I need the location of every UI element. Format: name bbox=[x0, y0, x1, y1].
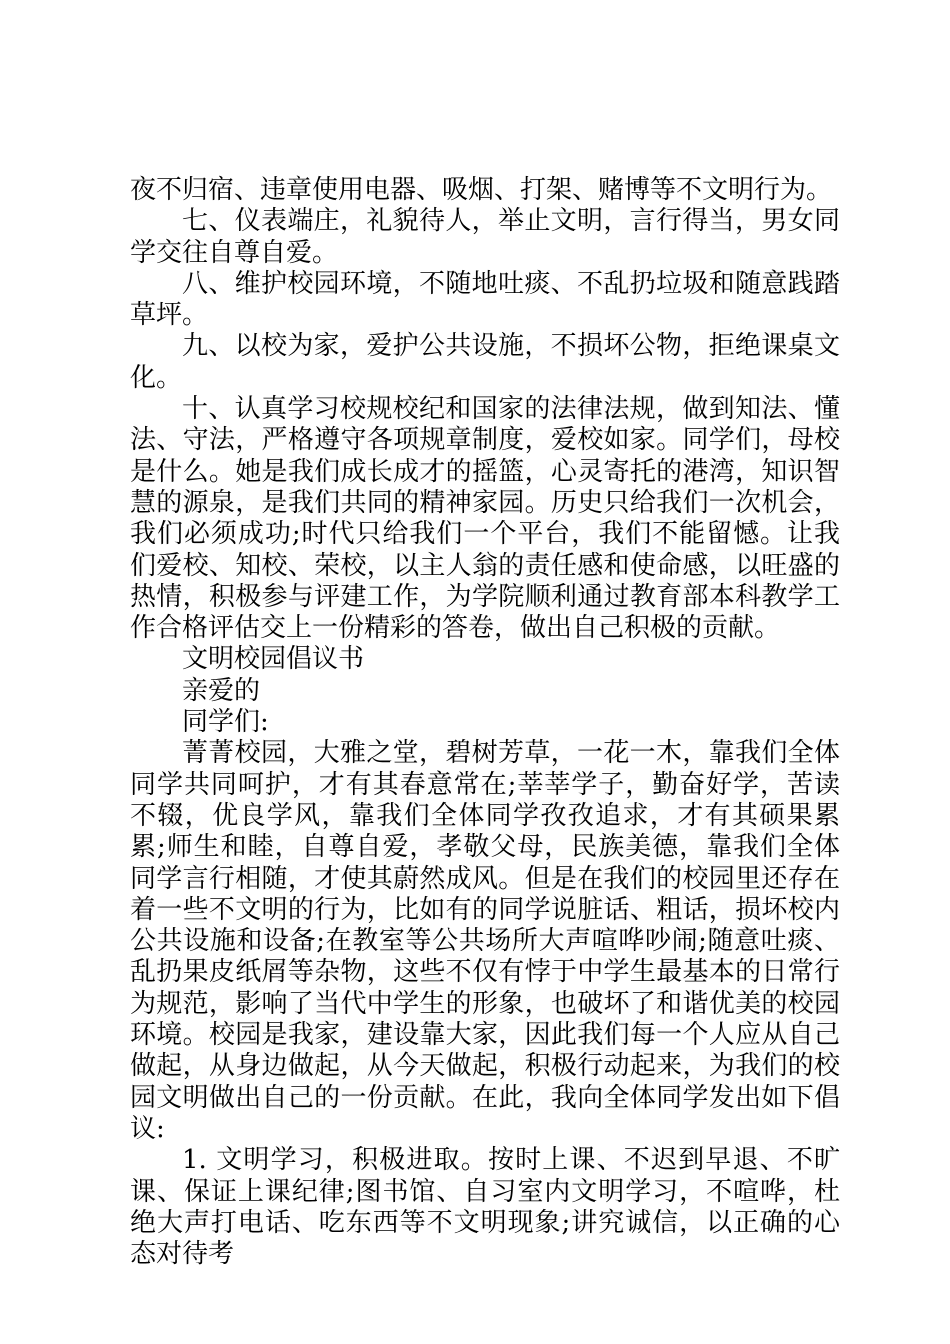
salutation-line-1: 亲爱的 bbox=[182, 675, 261, 706]
proposal-title: 文明校园倡议书 bbox=[182, 644, 365, 675]
paragraph-rule-10: 十、认真学习校规校纪和国家的法律法规，做到知法、懂法、守法，严格遵守各项规章制度，爱校如家。同学们，母校是什么。她是我们成长成才的摇篮，心灵寄托的港湾，知识智慧的源泉，是我们共同的精神家园。历史只给我们一次机会，我们必须成功;时代只给我们一个平台，我们不能留憾。让我们爱校、知校、荣校，以主人翁的责任感和使命感，以旺盛的热情，积极参与评建工作，为学院顺利通过教育部本科教学工作合格评估交上一份精彩的答卷，做出自己积极的贡献。 bbox=[130, 394, 840, 644]
paragraph-rule-7: 七、仪表端庄，礼貌待人，举止文明，言行得当，男女同学交往自尊自爱。 bbox=[130, 206, 840, 268]
paragraph-rule-8: 八、维护校园环境，不随地吐痰、不乱扔垃圾和随意践踏草坪。 bbox=[130, 268, 840, 331]
salutation-line-2: 同学们: bbox=[182, 707, 269, 738]
paragraph-item-1: 1. 文明学习，积极进取。按时上课、不迟到早退、不旷课、保证上课纪律;图书馆、自习室内文明学习，不喧哗，杜绝大声打电话、吃东西等不文明现象;讲究诚信，以正确的心态对待考 bbox=[130, 1145, 840, 1270]
document-body bbox=[130, 175, 840, 1270]
paragraph-rule-9: 九、以校为家，爱护公共设施，不损坏公物，拒绝课桌文化。 bbox=[130, 331, 840, 393]
paragraph-intro: 菁菁校园，大雅之堂，碧树芳草，一花一木，靠我们全体同学共同呵护，才有其春意常在;莘莘学子，勤奋好学，苦读不辍，优良学风，靠我们全体同学孜孜追求，才有其硕果累累;师生和睦，自尊自爱，孝敬父母，民族美德，靠我们全体同学言行相随，才使其蔚然成风。但是在我们的校园里还存在着一些不文明的行为，比如有的同学说脏话、粗话，损坏校内公共设施和设备;在教室等公共场所大声喧哗吵闹;随意吐痰、乱扔果皮纸屑等杂物，这些不仅有悖于中学生最基本的日常行为规范，影响了当代中学生的形象，也破坏了和谐优美的校园环境。校园是我家，建设靠大家，因此我们每一个人应从自己做起，从身边做起，从今天做起，积极行动起来，为我们的校园文明做出自己的一份贡献。在此，我向全体同学发出如下倡议: bbox=[130, 738, 840, 1144]
paragraph-continuation: 夜不归宿、违章使用电器、吸烟、打架、赌博等不文明行为。 bbox=[130, 175, 833, 205]
